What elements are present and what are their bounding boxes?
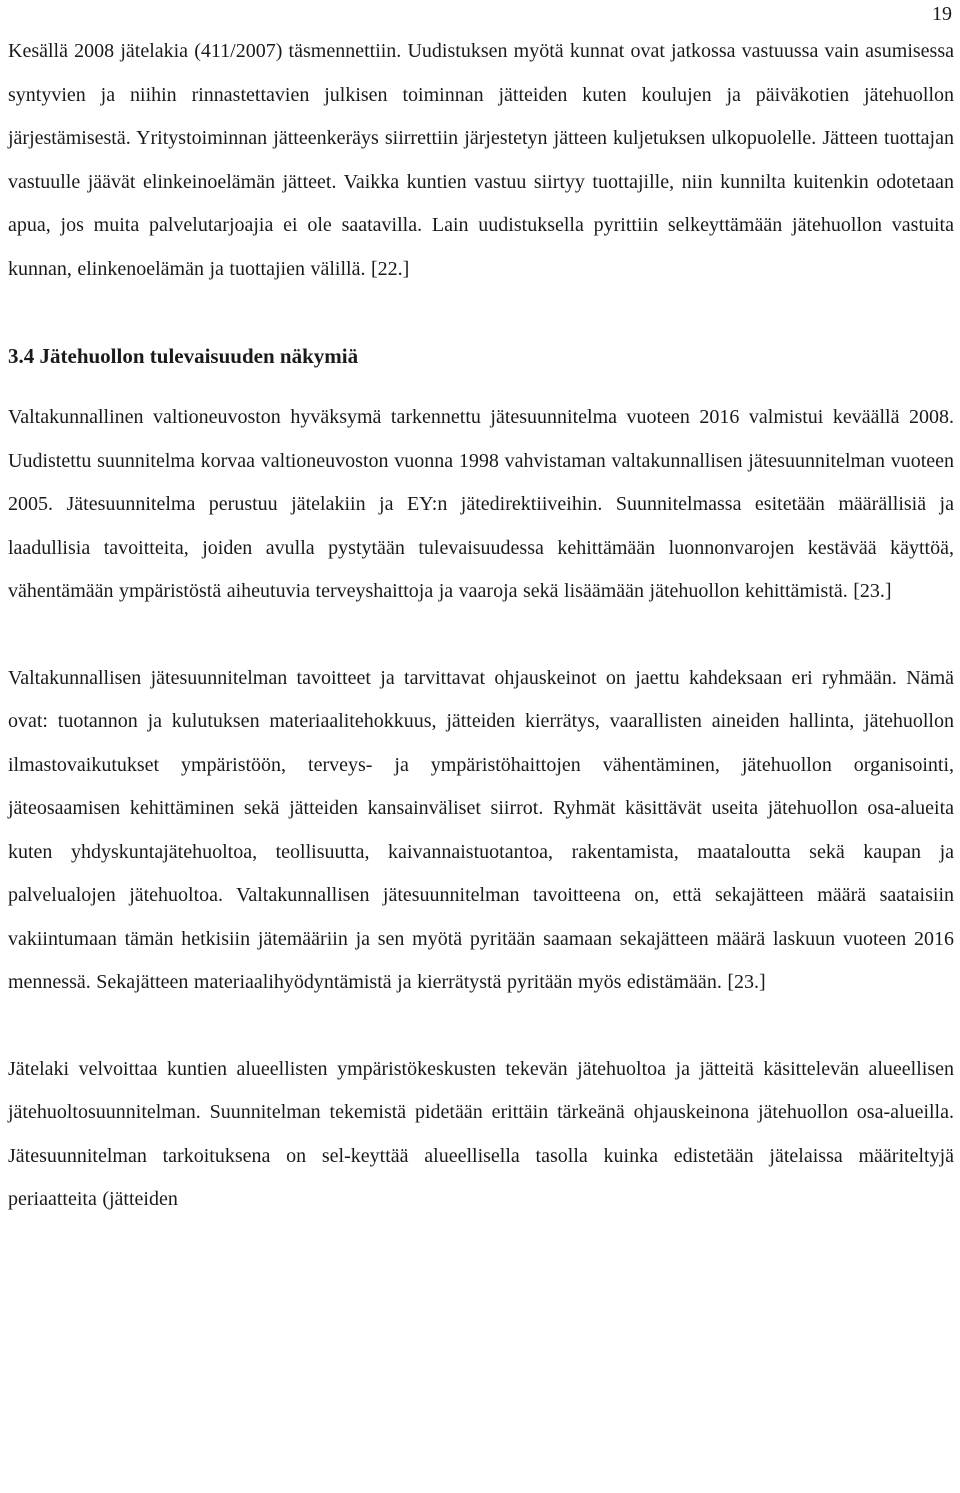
page-content bbox=[8, 30, 954, 1222]
paragraph-plan-objectives: Valtakunnallisen jätesuunnitelman tavoitteet ja tarvittavat ohjauskeinot on jaettu kahdeksaan eri ryhmään. Nämä ovat: tuotannon ja kulutuksen materiaalitehokkuus, jätteiden kierrätys, vaarallisten aineiden hallinta, jätehuollon ilmastovaikutukset ympäristöön, terveys- ja ympäristöhaittojen vähentäminen, jätehuollon organisointi, jäteosaamisen kehittäminen sekä jätteiden kansainväliset siirrot. Ryhmät käsittävät useita jätehuollon osa-alueita kuten yhdyskuntajätehuoltoa, teollisuutta, kaivannaistuotantoa, rakentamista, maataloutta sekä kaupan ja palvelualojen jätehuoltoa. Valtakunnallisen jätesuunnitelman tavoitteena on, että sekajätteen määrä saataisiin vakiintumaan tämän hetkisiin jätemääriin ja sen myötä pyritään saamaan sekajätteen määrä laskuun vuoteen 2016 mennessä. Sekajätteen materiaalihyödyntämistä ja kierrätystä pyritään myös edistämään. [23.] bbox=[8, 666, 954, 993]
paragraph-legislation-update: Kesällä 2008 jätelakia (411/2007) täsmennettiin. Uudistuksen myötä kunnat ovat jatkossa vastuussa vain asumisessa syntyvien ja niihin rinnastettavien julkisen toiminnan jätteiden kuten koulujen ja päiväkotien jätehuollon järjestämisestä. Yritystoiminnan jätteenkeräys siirrettiin järjestetyn jätteen kuljetuksen ulkopuolelle. Jätteen tuottajan vastuulle jäävät elinkeinoelämän jätteet. Vaikka kuntien vastuu siirtyy tuottajille, niin kunnilta kuitenkin odotetaan apua, jos muita palvelutarjoajia ei ole saatavilla. Lain uudistuksella pyrittiin selkeyttämään jätehuollon vastuita kunnan, elinkenoelämän ja tuottajien välillä. [22.] bbox=[8, 40, 954, 280]
section-heading: 3.4 Jätehuollon tulevaisuuden näkymiä bbox=[8, 344, 359, 368]
paragraph-national-waste-plan: Valtakunnallinen valtioneuvoston hyväksymä tarkennettu jätesuunnitelma vuoteen 2016 valmistui keväällä 2008. Uudistettu suunnitelma korvaa valtioneuvoston vuonna 1998 vahvistaman valtakunnallisen jätesuunnitelman vuoteen 2005. Jätesuunnitelma perustuu jätelakiin ja EY:n jätedirektiiveihin. Suunnitelmassa esitetään määrällisiä ja laadullisia tavoitteita, joiden avulla pystytään tulevaisuudessa kehittämään luonnonvarojen kestävää käyttöä, vähentämään ympäristöstä aiheutuvia terveyshaittoja ja vaaroja sekä lisäämään jätehuollon kehittämistä. [23.] bbox=[8, 406, 954, 602]
paragraph-regional-plans: Jätelaki velvoittaa kuntien alueellisten ympäristökeskusten tekevän jätehuoltoa ja jätteitä käsittelevän alueellisen jätehuoltosuunnitelman. Suunnitelman tekemistä pidetään erittäin tärkeänä ohjauskeinona jätehuollon osa-alueilla. Jätesuunnitelman tarkoituksena on sel-keyttää alueellisella tasolla kuinka edistetään jätelaissa määriteltyjä periaatteita (jätteiden bbox=[8, 1057, 954, 1210]
page-number: 19 bbox=[932, 3, 952, 25]
